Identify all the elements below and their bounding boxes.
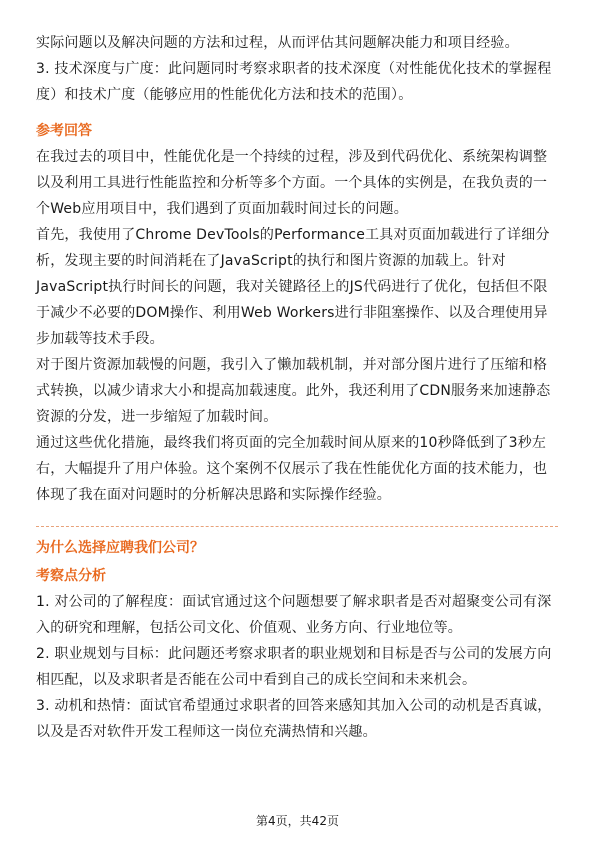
analysis-paragraph: 3. 动机和热情：面试官希望通过求职者的回答来感知其加入公司的动机是否真诚，以及是否对软件开发工程师这一岗位充满热情和兴趣。 <box>36 698 552 740</box>
answer-paragraph: 首先，我使用了Chrome DevTools的Performance工具对页面加载进行了详细分析，发现主要的时间消耗在了JavaScript的执行和图片资源的加载上。针对JavaScript执行时间长的问题，我对关键路径上的JS代码进行了优化，包括但不限于减少不必要的DOM操作、利用Web Workers进行非阻塞操作、以及合理使用异步加载等技术手段。 <box>36 227 550 347</box>
answer-paragraph: 通过这些优化措施，最终我们将页面的完全加载时间从原来的10秒降低到了3秒左右，大幅提升了用户体验。这个案例不仅展示了我在性能优化方面的技术能力，也体现了我在面对问题时的分析解决思路和实际操作经验。 <box>36 435 548 503</box>
analysis-paragraph: 2. 职业规划与目标：此问题还考察求职者的职业规划和目标是否与公司的发展方向相匹配，以及求职者是否能在公司中看到自己的成长空间和未来机会。 <box>36 646 552 688</box>
body-paragraph: 3. 技术深度与广度：此问题同时考察求职者的技术深度（对性能优化技术的掌握程度）和技术广度（能够应用的性能优化方法和技术的范围）。 <box>36 61 552 103</box>
analysis-heading: 考察点分析 <box>36 568 106 584</box>
reference-answer-heading: 参考回答 <box>36 123 92 139</box>
section-divider <box>36 526 558 527</box>
page-footer: 第4页，共42页 <box>256 814 339 828</box>
page-content <box>36 30 558 745</box>
body-paragraph: 实际问题以及解决问题的方法和过程，从而评估其问题解决能力和项目经验。 <box>36 35 519 51</box>
question-heading: 为什么选择应聘我们公司？ <box>36 540 204 556</box>
analysis-paragraph: 1. 对公司的了解程度：面试官通过这个问题想要了解求职者是否对超聚变公司有深入的研究和理解，包括公司文化、价值观、业务方向、行业地位等。 <box>36 594 552 636</box>
answer-paragraph: 对于图片资源加载慢的问题，我引入了懒加载机制，并对部分图片进行了压缩和格式转换，以减少请求大小和提高加载速度。此外，我还利用了CDN服务来加速静态资源的分发，进一步缩短了加载时间。 <box>36 357 551 425</box>
answer-paragraph: 在我过去的项目中，性能优化是一个持续的过程，涉及到代码优化、系统架构调整以及利用工具进行性能监控和分析等多个方面。一个具体的实例是，在我负责的一个Web应用项目中，我们遇到了页面加载时间过长的问题。 <box>36 149 548 217</box>
